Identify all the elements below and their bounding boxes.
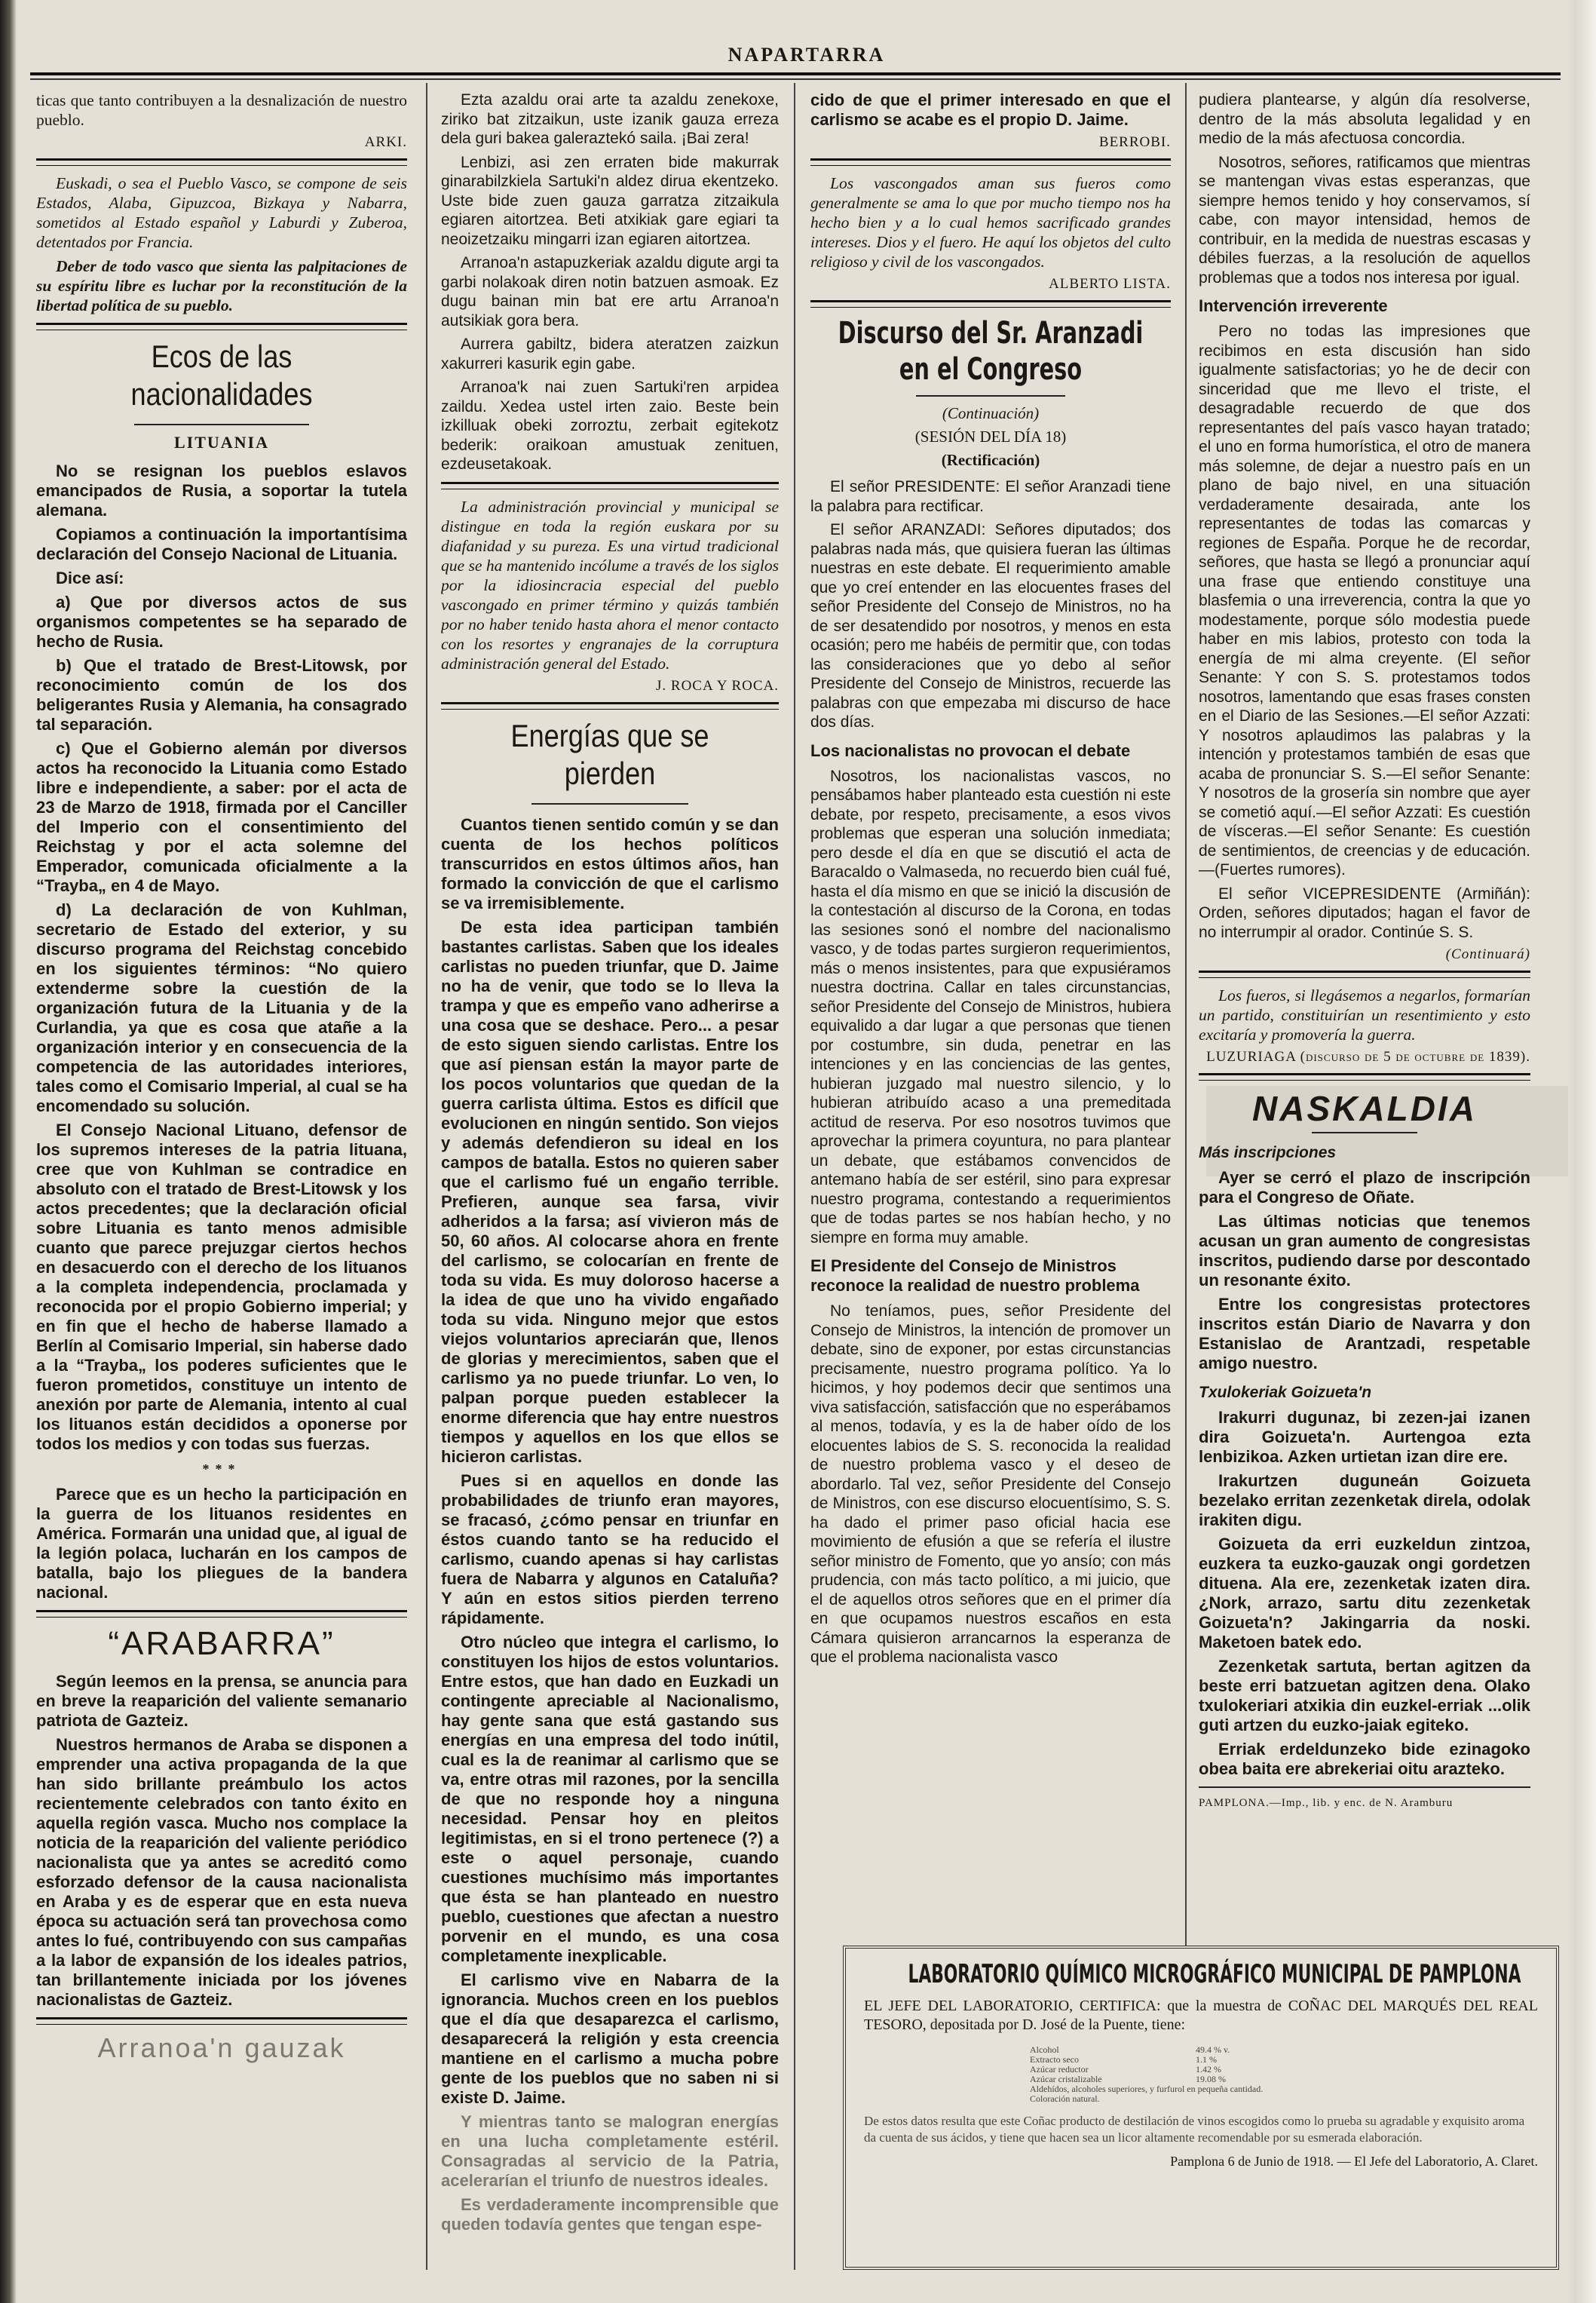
article-text: d) La declaración de von Kuhlman, secretario de Estado del exterior, y su discurso programa del Reichstag concebido en los siguientes términos: “No quiero extenderme sobre la cuestión de la organización futura de la Lituania y de la Curlandia, ya que es cosa que atañe a la organización interior y en consecuencia de la competencia de las autoridades interiores, tales como el Comisario Imperial, al cual se ha encomendado su solución. [36,900,407,1115]
separator [1199,971,1530,978]
article-text: Copiamos a continuación la importantísima declaración del Consejo Nacional de Lituania. [36,525,407,563]
masthead-rule [30,72,1561,75]
analysis-row: Azúcar reductor 1.42 % [1030,2064,1221,2075]
analysis-row: Aldehídos, alcoholes superiores, y furfurol en pequeña cantidad. [1030,2084,1264,2094]
article-text: Nosotros, señores, ratificamos que mientras se mantengan vivas estas esperanzas, que siempre hemos tenido y hoy conservamos, sí cabe, con mayor intensidad, hemos de contribuir, en la medida de nuestras escasas y débiles fuerzas, a la resolución de aquellos problemas que a todos nos interesa por igual. [1199,153,1530,287]
separator [36,2017,407,2025]
article-text: De esta idea participan también bastantes carlistas. Saben que los ideales carlistas no pueden triunfar, que D. Jaime no ha de venir, que todo se lo lleva la trampa y que es empeño vano adherirse a una cosa que se deshace. Pero... a pesar de esto siguen siendo carlistas. Entre los que así piensan están la mayor parte de los pocos voluntarios que quedan de la guerra carlista última. Estos es difícil que evolucionen en ningún sentido. Son viejos y además defendieron su ideal en los campos de batalla. Estos no quieren saber que el carlismo fué un engaño terrible. Prefieren, aunque sea farsa, vivir adheridos a la farsa; así vivieron más de 50, 60 años. Al colocarse ahora en frente del carlismo, se colocarían en frente de toda su vida. Es muy doloroso hacerse a la idea de que uno ha vivido engañado toda su vida. Ninguno mejor que estos viejos voluntarios apreciarán que, llenos de glorias y merecimientos, saben que el carlismo ya no puede triunfar. Lo ven, lo palpan porque pueden establecer la enorme diferencia que hay entre nuestros tiempos y aquellos en los que ellos se hicieron carlistas. [441,917,779,1466]
article-text: a) Que por diversos actos de sus organismos competentes se ha separado de hecho de Rusia. [36,593,407,651]
article-text: Lenbizi, asi zen erraten bide makurrak ginarabilzkiela Sartuki'n aldez dirua ekentzeko. Uste bide zuen gauza garratza zitzaikula egiaren aitortzea. Beti atxikiak gare egiari ta neoizetzaiku mingarri izan egiaren aitortzea. [441,153,779,248]
article-text: Otro núcleo que integra el carlismo, lo constituyen los hijos de estos voluntarios. Entre estos, que han dado en Euzkadi un contingente apreciable al Nacionalismo, hay gente sana que está gastando sus energías en una empresa del todo inútil, cual es la de reanimar al carlismo que se va, entre otras mil razones, por la sencilla de que no responde hoy a ninguna necesidad. Pensar hoy en pleitos legitimistas, en si el trono pertenece (?) a este o aquel personaje, cuando cuestiones muchísimo más importantes que ésta se han planteado en nuestro pueblo, cuestiones que afectan a nuestro porvenir en el mundo, es una cosa completamente inexplicable. [441,1632,779,1965]
separator [1199,1073,1530,1081]
separator [531,803,688,805]
article-text: b) Que el tratado de Brest-Litowsk, por reconocimiento común de los dos beligerantes Rusia y Alemania, ha consagrado tal separación. [36,656,407,734]
article-text: El señor ARANZADI: Señores diputados; dos palabras nada más, que quisiera fueran las últimas nuestras en este debate. El requerimiento amable que yo creí entender en las elocuentes frases del señor Presidente del Consejo de Ministros, no ha de ser desatendido por nosotros, y menos en esta ocasión; pero me habéis de permitir que, con todas las consideraciones que yo debo al señor Presidente del Consejo de Ministros, recuerde las palabras con que empezaba mi discurso de hace dos días. [810,521,1171,731]
signature: BERROBI. [1098,134,1171,150]
separator [916,395,1065,397]
continued-label: (Continuará) [1445,946,1530,962]
article-text: Según leemos en la prensa, se anuncia para en breve la reaparición del valiente semanario patriota de Gazteiz. [36,1672,407,1730]
separator [36,158,407,166]
advertisement-text: EL JEFE DEL LABORATORIO, CERTIFICA: que la muestra de COÑAC DEL MARQUÉS DEL REAL TESORO, depositada por D. José de la Puente, tiene: [864,1998,1538,2033]
article-text: Irakurri dugunaz, bi zezen-jai izanen dira Goizueta'n. Aurtengoa ezta lenbizikoa. Azken urtietan izan dire ere. [1199,1408,1530,1466]
session-label: (SESIÓN DEL DÍA 18) [914,428,1067,446]
article-text: Parece que es un hecho la participación en la guerra de los lituanos residentes en América. Formarán una unidad que, al igual de la legión polaca, lucharán en los campos de batalla, bajo los pliegues de la bandera nacional. [36,1485,407,1602]
headline-energias: Energías que se pierden [510,717,709,791]
signature: ARKI. [364,134,407,150]
article-text: El Consejo Nacional Lituano, defensor de los supremos intereses de la patria lituana, cree que von Kuhlman se contradice en absoluto con el tratado de Brest-Litowsk y los actos precedentes; que la declaración oficial sobre Lituania es tanto menos admisible cuanto que parece prejuzgar ciertos hechos en desacuerdo con el derecho de los lituanos a la completa independencia, proclamada y reconocida por el propio Gobierno imperial; y en fin que el hecho de haberse llamado a Berlín al Comisario Imperial, sin haberse dado a la “Trayba„ los poderes suficientes que le fueron prometidos, constituye un intento de anexión por parte de Alemania, intento al cual los lituanos están decididos a oponerse por todos los medios y con todas sus fuerzas. [36,1121,407,1453]
article-text: Y mientras tanto se malogran energías en una lucha completamente estéril. Consagradas al servicio de la Patria, acelerarían el triunfo de nuestros ideales. [441,2111,779,2190]
signature: J. ROCA Y ROCA. [656,677,779,694]
article-text: No se resignan los pueblos eslavos emancipados de Rusia, a soportar la tutela alemana. [36,462,407,520]
masthead-rule-thin [30,78,1561,80]
article-text: El señor VICEPRESIDENTE (Armiñán): Orden, señores diputados; hagan el favor de no interrumpir al orador. Continúe S. S. [1199,885,1530,941]
subheading-lituania: LITUANIA [173,433,270,452]
analysis-row: Coloración natural. [1030,2093,1100,2104]
separator [441,482,779,489]
quote: Deber de todo vasco que sienta las palpitaciones de su espíritu libre es luchar por la reconstitución de la libertad política de su pueblo. [36,257,407,314]
article-text: Cuantos tienen sentido común y se dan cuenta de los hechos políticos transcurridos en estos últimos años, han formado la convicción de que el carlismo se va irremisiblemente. [441,814,779,912]
advertisement-title: LABORATORIO QUÍMICO MICROGRÁFICO MUNICIPAL DE PAMPLONA [908,1959,1521,1989]
quote: Los vascongados aman sus fueros como generalmente se ama lo que por mucho tiempo nos ha hecho bien y a lo cual hemos sacrificado grandes intereses. Dios y el fuero. He aquí los objetos del culto religioso y civil de los vascongados. [810,174,1171,271]
article-text: Arranoa'n astapuzkeriak azaldu digute argi ta garbi nolakoak diren notin batzuen asmoak. Ez dugu bainan min bat ere artu Arranoa'n autsikiak gora bera. [441,254,779,330]
column-3 [810,90,1171,1930]
article-text: ticas que tanto contribuyen a la desnalización de nuestro pueblo. [36,91,407,129]
article-text: Erriak erdeldunzeko bide ezinagoko obea baita ere abrekeriai oitu arazteko. [1199,1740,1530,1778]
headline-ecos: Ecos de las nacionalidades [130,339,313,412]
quote: Euskadi, o sea el Pueblo Vasco, se compone de seis Estados, Alaba, Gipuzcoa, Bizkaya y Nabarra, sometidos al Estado español y Laburdi y Zuberoa, detentados por Francia. [36,174,407,251]
advertisement-signature: Pamplona 6 de Junio de 1918. — El Jefe del Laboratorio, A. Claret. [1170,2154,1538,2169]
subheading: El Presidente del Consejo de Ministros reconoce la realidad de nuestro problema [810,1256,1140,1295]
subheading: Txulokeriak Goizueta'n [1199,1384,1372,1401]
subheading: Más inscripciones [1199,1144,1337,1161]
article-text: El señor PRESIDENTE: El señor Aranzadi tiene la palabra para rectificar. [810,478,1171,515]
article-text: Zezenketak sartuta, bertan agitzen da beste erri batzuetan agitzen dena. Olako txulokeriari atxikia din euzkel-erriak ...olik guti artzen du euzko-jaiak egiteko. [1199,1657,1530,1734]
article-text: Arranoa'k nai zuen Sartuki'ren arpidea zaildu. Xedea ustel irten zaio. Beste bein izkilluak obeki zorroztu, zerbait egitekotz bederik: oraikoan amustuak zenituen, ezdeusetakoak. [441,379,779,473]
analysis-row: Alcohol 49.4 % v. [1030,2044,1230,2055]
article-text: Pero no todas las impresiones que recibimos en esta discusión han sido igualmente satisfactorias; yo he de decir con sinceridad que me llevo el triste, el desagradable recuerdo de que dos representantes del país vasco hayan tratado; el uno en forma humorística, el otro de manera más solemne, de dejar a nuestro país en un plano de bajo nivel, en una situación verdaderamente desairada, ante los representantes de todas las comarcas y regiones de España. Porque he de recordar, señores, que hasta se llegó a pronunciar aquí una frase que entiendo constituye una blasfemia o una irreverencia, contra la que yo modestamente, porque sólo modestia puede haber en mis labios, protesto con toda la energía de mi alma creyente. (El señor Senante: Y con S. S. protestamos todos nosotros, lamentando que esas frases consten en el Diario de las Sesiones.—El señor Azzati: Y nosotros aplaudimos las palabras y la intención y protestamos también de esas que acaba de pronunciar S. S.—El señor Senante: Y nosotros de la grosería sin nombre que ayer se cometió aquí.—El señor Azzati: Es cuestión de vísceras.—El señor Senante: Es cuestión de sentimientos, de creencias y de educación.—(Fuertes rumores). [1199,323,1530,879]
separator [1199,1786,1530,1788]
analysis-table [1030,2045,1538,2104]
separator [1312,1132,1417,1133]
analysis-row: Extracto seco 1.1 % [1030,2054,1217,2065]
printer-credit: PAMPLONA.—Imp., lib. y enc. de N. Aramburu [1199,1797,1454,1809]
article-text: Las últimas noticias que tenemos acusan un gran aumento de congresistas inscritos, pudiendo darse por descontado un resonante éxito. [1199,1212,1530,1289]
headline-arranoa: Arranoa'n gauzak [97,2032,346,2063]
separator [36,323,407,330]
page-edge-right [1566,0,1596,2303]
article-text: Entre los congresistas protectores inscritos están Diario de Navarra y don Estanislao de Arantzadi, respetable amigo nuestro. [1199,1295,1530,1372]
separator [36,1610,407,1618]
column-4 [1199,90,1530,1930]
article-text: Ezta azaldu orai arte ta azaldu zenekoxe, ziriko bat zitzaikun, uste izanik gauza erreza dela guri bakea galeraztekó saila. ¡Bai zera! [441,91,779,147]
analysis-row: Azúcar cristalizable 19.08 % [1030,2074,1226,2084]
page-edge-left [0,0,17,2303]
signature: LUZURIAGA (discurso de 5 de octubre de 1839). [1206,1049,1530,1065]
article-text: Goizueta da erri euzkeldun zintzoa, euzkera ta euzko-gauzak ongi gordetzen dituena. Ala ere, zezenketak izaten dira. ¿Nork, arrazo, sartu ditu zezenketak Goizueta'n? Jakingarria da noski. Maketoen batek edo. [1199,1535,1530,1651]
article-text: Irakurtzen duguneán Goizueta bezelako erritan zezenketak direla, odolak irakiten digu. [1199,1471,1530,1529]
article-text: Nosotros, los nacionalistas vascos, no pensábamos haber planteado esta cuestión ni este debate, por respeto, precisamente, a esos vivos problemas que esperan una solución inmediata; pero desde el día en que se discutió el acta de Baracaldo o Valmaseda, no recuerdo bien cuál fué, hasta el día mismo en que se inició la discusión de la contestación al discurso de la Corona, en todas las sesiones sonó el nombre del nacionalismo vasco, y de todas partes surgieron requerimientos, más o menos insistentes, para que expusiéramos nuestra doctrina. Callar en tales circunstancias, señor Presidente del Consejo de Ministros, hubiera equivalido a dar lugar a que personas que tienen por costumbre, sin duda, penetrar en las intenciones y en las conciencias de las gentes, hubieran juzgado mal nuestro silencio, y lo hubieran atribuído acaso a una premeditada actitud de reserva. Por eso nosotros tuvimos que aprovechar la primera coyuntura, no para plantear un debate, que estábamos convencidos de antemano había de ser estéril, sino para expresar nuestro programa, contestando a requerimientos que de todas partes se nos habían hecho, y no siempre en forma muy amable. [810,767,1171,1247]
article-text: c) Que el Gobierno alemán por diversos actos ha reconocido la Lituania como Estado libre e independiente, a saber: por el acta de 23 de Marzo de 1918, firmada por el Canciller del Imperio con el consentimiento del Reichstag y por el acta solemne del Emperador, comunicada oficialmente a la “Trayba„ en 4 de Mayo. [36,739,407,895]
article-text: Dice así: [56,569,124,587]
subheading: Intervención irreverente [1199,296,1388,315]
asterisks: *** [202,1461,241,1477]
article-text: Pues si en aquellos en donde las probabilidades de triunfo eran mayores, se fracasó, ¿cómo pensar en triunfar en éstos cuando tanto se ha reducido el carlismo, cuando apenas si hay carlistas fuera de Nabarra y algunos en Cataluña? Y aún en estos sitios pierden terreno rápidamente. [441,1470,779,1627]
column-2 [441,90,779,2277]
article-text: Aurrera gabiltz, bidera ateratzen zaizkun xakurreri kasurik egin gabe. [441,336,779,373]
separator [441,702,779,710]
laboratory-advertisement [843,1946,1559,2270]
column-divider [426,83,427,2270]
headline-discurso: Discurso del Sr. Aranzadi en el Congreso [838,316,1144,387]
separator [134,424,309,425]
masthead: NAPARTARRA [728,44,886,66]
article-text: Es verdaderamente incomprensible que queden todavía gentes que tengan espe- [441,2194,779,2234]
article-text: Nuestros hermanos de Araba se disponen a emprender una activa propaganda de la que han sido brillante preámbulo los actos recientemente celebrados con tanto éxito en aquella región vasca. Mucho nos complace la noticia de la reaparición del valiente periódico nacionalista que ya antes se acreditó como esforzado defensor de la causa nacionalista en Araba y es de esperar que en esta nueva época su actuación será tan provechosa como antes lo fué, contribuyendo con sus campañas a la labor de expansión de los ideales patrios, tan brillantemente iniciada por los jóvenes nacionalistas de Gazteiz. [36,1735,407,2009]
rectification-label: (Rectificación) [941,451,1040,469]
quote: La administración provincial y municipal se distingue en toda la región euskara por su diafanidad y su pureza. Es una virtud tradicional que se ha mantenido incólume a través de los siglos por la idiosincracia especial del pueblo vascongado en primer término y quizás también por no haber tenido hasta ahora el menor contacto con los resortes y engranajes de la corruptura administración general del Estado. [441,497,779,673]
quote: Los fueros, si llegásemos a negarlos, formarían un partido, constituirían un resentimiento y esto excitaría y promovería la guerra. [1199,986,1530,1044]
headline-naskaldia: NASKALDIA [1252,1089,1477,1128]
separator [810,300,1171,308]
column-divider [1185,83,1187,2270]
article-text: No teníamos, pues, señor Presidente del Consejo de Ministros, la intención de promover un debate, sino de exponer, por estas circunstancias precisamente, nuestro programa político. Ya lo hicimos, y hoy podemos decir que sentimos una viva satisfacción, satisfacción que no esperábamos al menos, todavía, y es la de haber oído de los elocuentes labios de S. S. reconocida la realidad de nuestro problema vasco y el deseo de abordarlo. Tal vez, señor Presidente del Consejo de Ministros, con ese discurso elocuentísimo, S. S. ha dado el primer paso oficial hacia ese movimiento de efusión a que se refería el ilustre señor ministro de Fomento, que yo ansío; con más prudencia, con más tacto político, a mi juicio, que el de aquellos otros señores que en el primer día en que ocupamos nuestros escaños en esta Cámara quisieron arrancarnos la esperanza de que el problema nacionalista vasco [810,1302,1171,1666]
separator [810,158,1171,166]
article-text: pudiera plantearse, y algún día resolverse, dentro de la más absoluta legalidad y en medio de la más afectuosa concordia. [1199,91,1530,147]
column-1 [36,90,407,2277]
continuation-label: (Continuación) [942,404,1040,422]
subheading: Los nacionalistas no provocan el debate [810,741,1131,760]
article-text: cido de que el primer interesado en que el carlismo se acabe es el propio D. Jaime. [810,90,1171,129]
signature: ALBERTO LISTA. [1049,276,1171,292]
article-text: Ayer se cerró el plazo de inscripción para el Congreso de Oñate. [1199,1168,1530,1207]
column-divider [794,83,795,2270]
article-text: El carlismo vive en Nabarra de la ignorancia. Muchos creen en los pueblos que el día que desaparezca el carlismo, desaparecerá la religión y esta creencia mantiene en el carlismo a mucha pobre gente de los pueblos que no saben ni si existe D. Jaime. [441,1970,779,2107]
advertisement-footnote: De estos datos resulta que este Coñac producto de destilación de vinos escogidos como lo prueba su agradable y exquisito aroma da cuenta de sus ácidos, y tiene que hacen sea un licor altamente recomendable por su esmerada elaboración. [864,2114,1525,2145]
headline-arabarra: “ARABARRA” [108,1625,335,1662]
